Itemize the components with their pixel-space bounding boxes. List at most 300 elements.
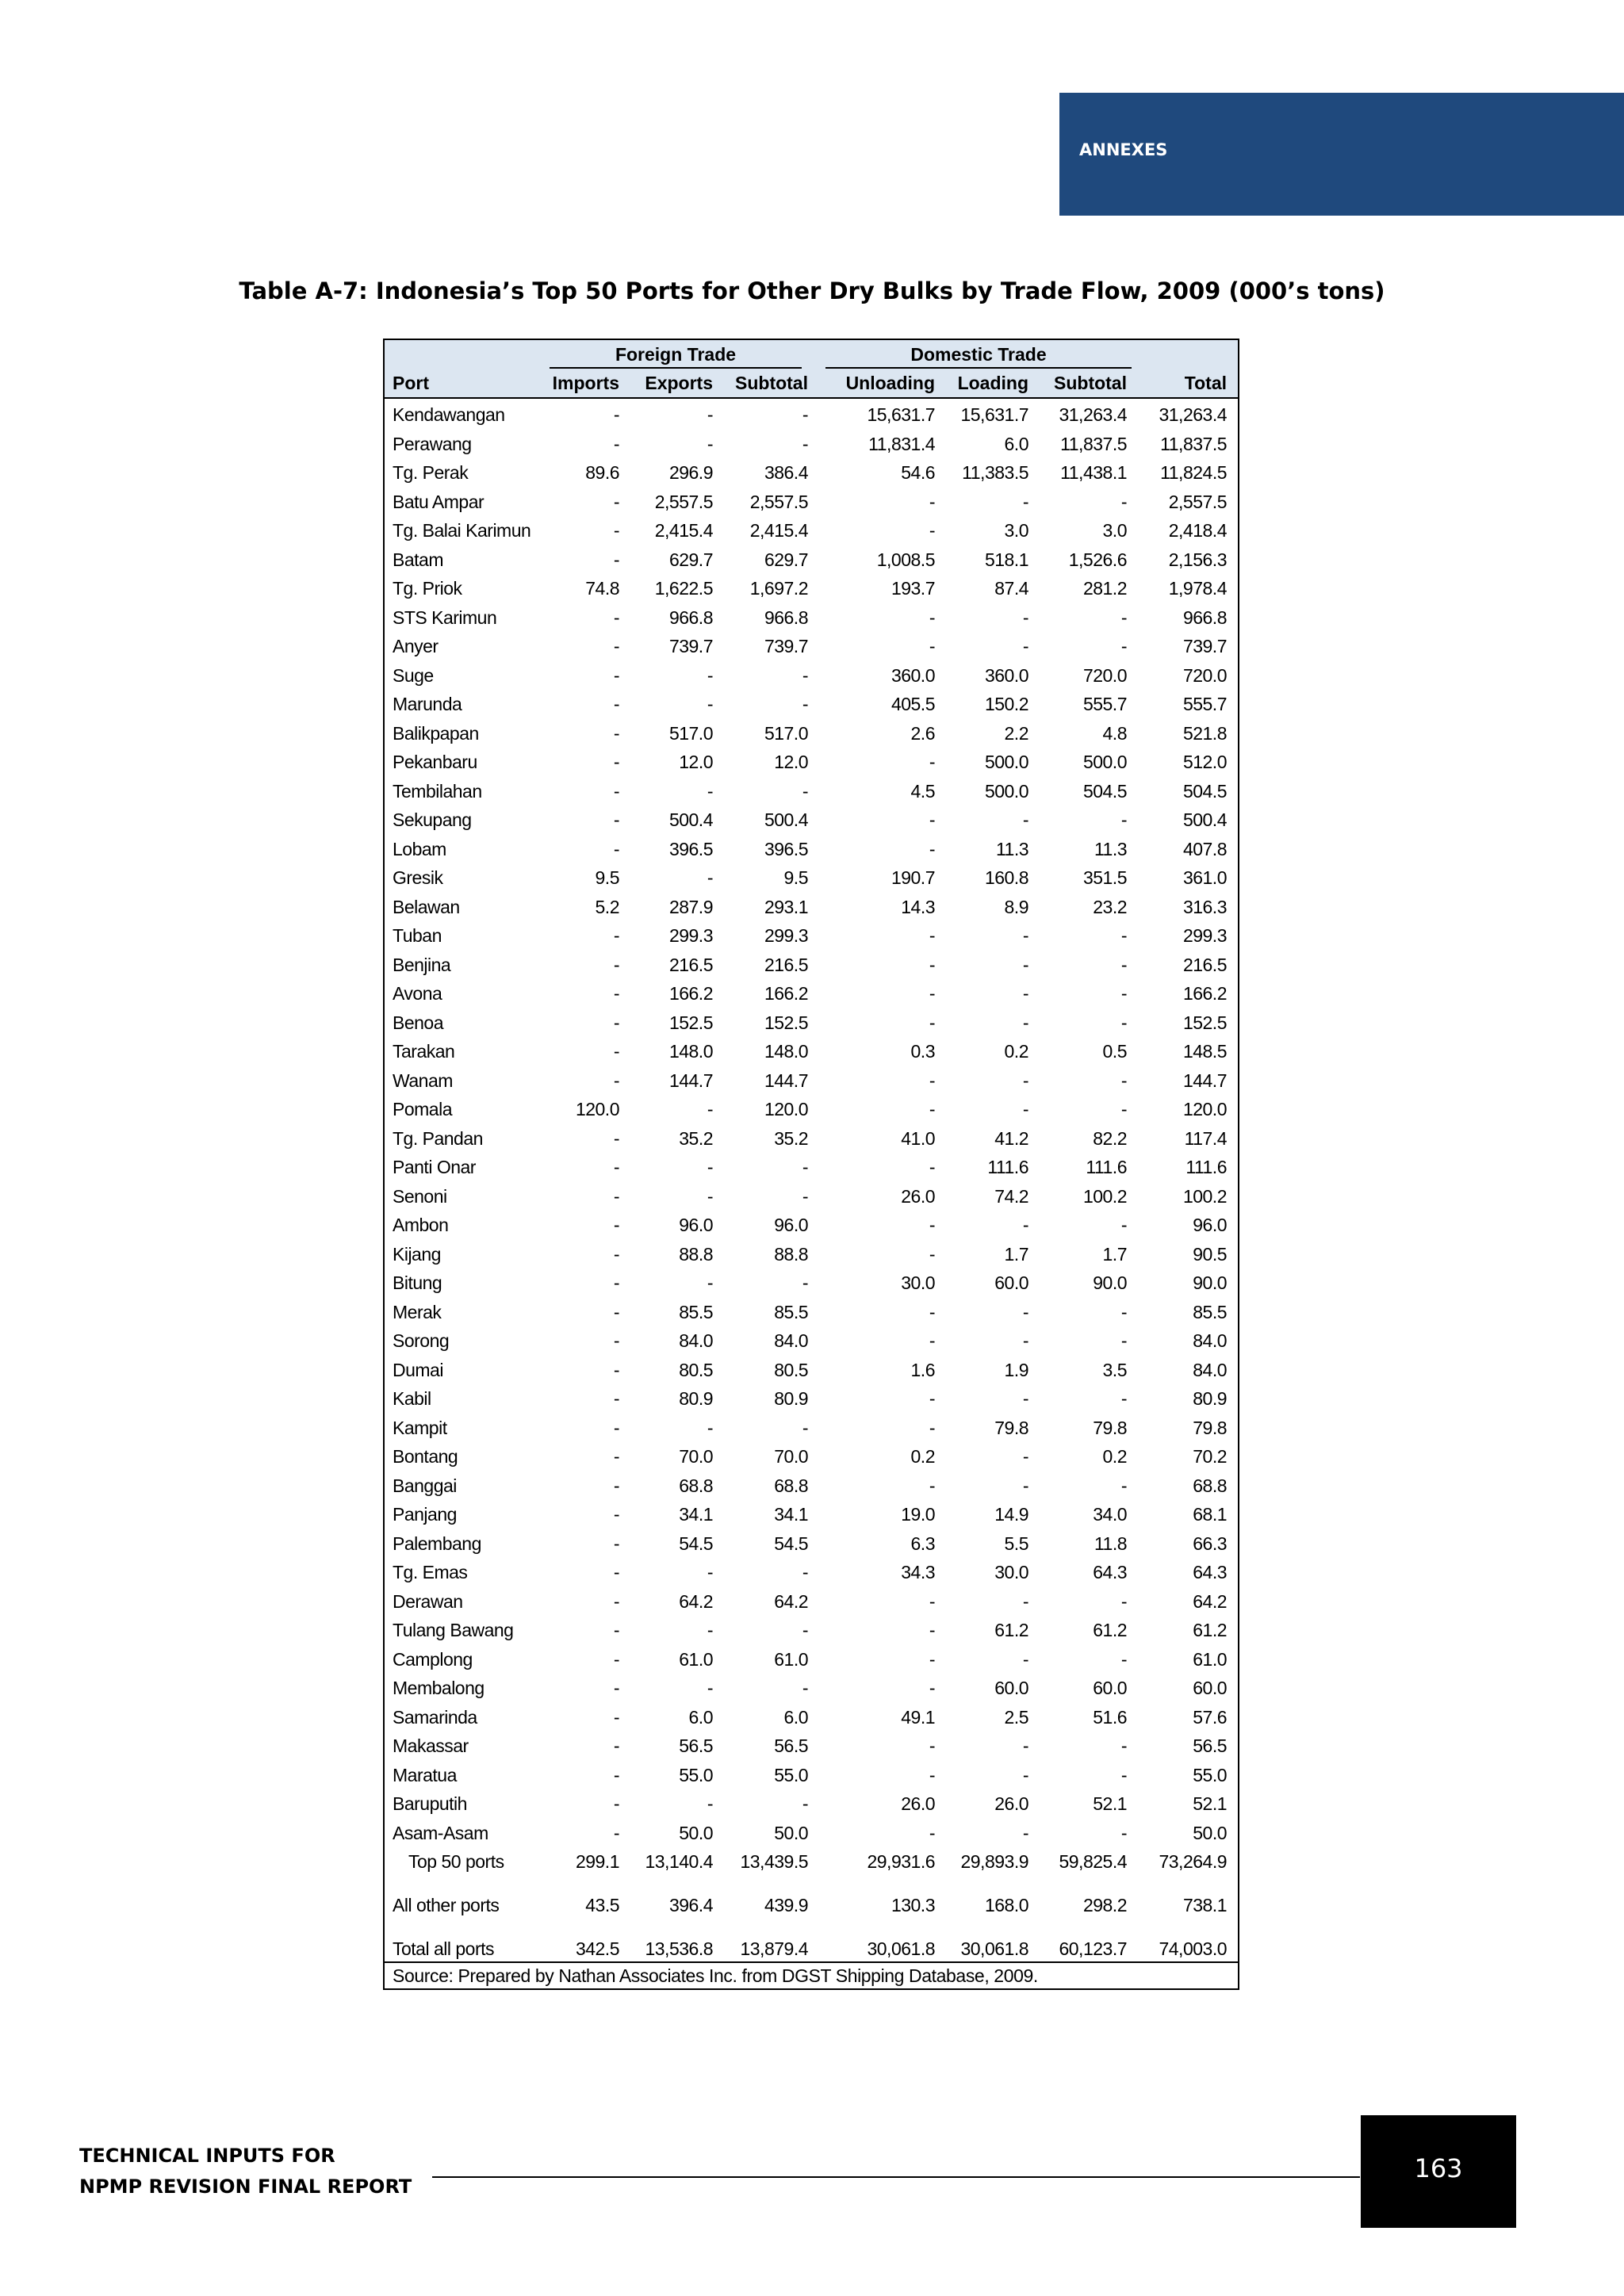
cell-total: 2,557.5 — [1168, 491, 1227, 512]
cell-foreign-subtotal: - — [802, 1157, 808, 1177]
cell-exports: 85.5 — [679, 1301, 713, 1322]
cell-loading: 2.5 — [1004, 1706, 1028, 1728]
cell-unloading: 26.0 — [901, 1793, 935, 1814]
source-divider — [385, 1961, 1238, 1963]
table-row — [385, 1443, 1238, 1472]
cell-domestic-subtotal: 0.2 — [1102, 1446, 1127, 1467]
table-row — [385, 691, 1238, 720]
table-row — [385, 662, 1238, 691]
cell-domestic-subtotal: 79.8 — [1093, 1417, 1127, 1438]
cell-domestic-subtotal: 31,263.4 — [1059, 404, 1127, 425]
cell-foreign-subtotal: 50.0 — [774, 1822, 808, 1843]
cell-imports: - — [613, 1127, 619, 1149]
table-row — [385, 1501, 1238, 1530]
cell-loading: - — [1022, 1446, 1028, 1467]
table-row — [385, 1327, 1238, 1357]
cell-loading: 111.6 — [987, 1157, 1028, 1177]
page-number: 163 — [1414, 2153, 1463, 2183]
table-row — [385, 778, 1238, 807]
cell-total: 216.5 — [1182, 954, 1227, 975]
cell-unloading: - — [929, 1301, 935, 1322]
cell-imports: - — [613, 636, 619, 656]
cell-domestic-subtotal: - — [1120, 1070, 1127, 1091]
cell-total: 11,837.5 — [1160, 433, 1227, 454]
cell-exports: 54.5 — [679, 1533, 713, 1554]
cell-loading: - — [1022, 1330, 1028, 1351]
table-row — [385, 1357, 1238, 1386]
page-number-box — [1361, 2115, 1516, 2228]
cell-domestic-subtotal: 281.2 — [1082, 578, 1127, 599]
cell-total: 555.7 — [1182, 694, 1227, 714]
cell-loading: 60.0 — [994, 1678, 1028, 1698]
cell-port: Samarinda — [393, 1706, 477, 1728]
cell-unloading: - — [929, 925, 935, 946]
cell-domestic-subtotal: - — [1120, 1735, 1127, 1756]
cell-unloading: 11,831.4 — [868, 433, 935, 454]
cell-loading: - — [1022, 636, 1028, 656]
cell-unloading: - — [929, 1330, 935, 1351]
cell-loading: 30.0 — [994, 1562, 1028, 1582]
cell-port: Tg. Priok — [393, 578, 462, 599]
cell-exports: 12.0 — [679, 752, 713, 772]
cell-port: Pomala — [393, 1099, 452, 1119]
cell-total: 504.5 — [1182, 780, 1227, 802]
cell-unloading: - — [929, 607, 935, 628]
cell-loading: 1.9 — [1004, 1359, 1028, 1380]
cell-unloading: 405.5 — [891, 694, 935, 714]
cell-foreign-subtotal: - — [802, 1793, 808, 1814]
cell-unloading: 19.0 — [901, 1504, 935, 1525]
cell-exports: 13,140.4 — [645, 1851, 713, 1872]
cell-unloading: - — [929, 752, 935, 772]
table-row — [385, 980, 1238, 1009]
cell-foreign-subtotal: 386.4 — [764, 462, 808, 483]
cell-loading: - — [1022, 1735, 1028, 1756]
cell-unloading: - — [929, 1822, 935, 1843]
cell-total: 100.2 — [1182, 1185, 1227, 1207]
cell-imports: - — [613, 607, 619, 628]
cell-total: 90.5 — [1193, 1243, 1227, 1265]
cell-port: Avona — [393, 983, 442, 1004]
cell-exports: 500.4 — [668, 809, 713, 830]
cell-port: Batam — [393, 549, 443, 570]
table-row — [385, 1241, 1238, 1270]
col-header-foreign-subtotal: Subtotal — [735, 373, 808, 393]
cell-exports: 13,536.8 — [645, 1938, 713, 1959]
cell-imports: - — [613, 1446, 619, 1467]
cell-foreign-subtotal: 2,557.5 — [749, 491, 808, 512]
footer-rule — [432, 2176, 1360, 2178]
cell-exports: 2,415.4 — [654, 520, 713, 541]
cell-port: Pekanbaru — [393, 752, 477, 772]
cell-foreign-subtotal: - — [802, 1678, 808, 1698]
cell-domestic-subtotal: 0.5 — [1102, 1041, 1127, 1062]
cell-total: 1,978.4 — [1168, 578, 1227, 599]
cell-exports: 166.2 — [668, 983, 713, 1004]
col-header-total: Total — [1184, 373, 1227, 393]
cell-port: Tg. Pandan — [393, 1127, 483, 1149]
table-row — [385, 1154, 1238, 1183]
cell-exports: 6.0 — [688, 1706, 713, 1728]
cell-exports: - — [707, 1793, 713, 1814]
cell-unloading: - — [929, 1099, 935, 1119]
cell-exports: - — [707, 1562, 713, 1582]
summary-row-other — [385, 1892, 1238, 1935]
cell-domestic-subtotal: - — [1120, 1764, 1127, 1785]
cell-domestic-subtotal: - — [1120, 983, 1127, 1004]
cell-foreign-subtotal: 396.5 — [764, 838, 808, 859]
cell-exports: - — [707, 404, 713, 425]
table-row — [385, 1067, 1238, 1096]
cell-unloading: 2.6 — [910, 722, 935, 744]
cell-exports: 80.9 — [679, 1388, 713, 1409]
cell-port: Panjang — [393, 1504, 457, 1525]
cell-exports: 152.5 — [668, 1012, 713, 1033]
cell-unloading: - — [929, 491, 935, 512]
cell-exports: 629.7 — [668, 549, 713, 570]
cell-unloading: - — [929, 1648, 935, 1670]
cell-exports: - — [707, 694, 713, 714]
col-header-port: Port — [393, 373, 429, 393]
cell-loading: - — [1022, 1475, 1028, 1496]
cell-imports: - — [613, 1070, 619, 1091]
group-header-foreign: Foreign Trade — [550, 344, 802, 369]
cell-unloading: - — [929, 1678, 935, 1698]
cell-exports: 287.9 — [668, 896, 713, 917]
cell-foreign-subtotal: 299.3 — [764, 925, 808, 946]
cell-port: STS Karimun — [393, 607, 497, 628]
cell-foreign-subtotal: - — [802, 694, 808, 714]
cell-total: 739.7 — [1182, 636, 1227, 656]
table-row — [385, 1790, 1238, 1820]
table-row — [385, 1299, 1238, 1328]
cell-port: Bontang — [393, 1446, 458, 1467]
cell-exports: - — [707, 1099, 713, 1119]
cell-imports: - — [613, 1243, 619, 1265]
cell-total: 521.8 — [1182, 722, 1227, 744]
cell-foreign-subtotal: - — [802, 1272, 808, 1293]
cell-unloading: - — [929, 1590, 935, 1612]
cell-unloading: 0.2 — [910, 1446, 935, 1467]
cell-exports: 2,557.5 — [654, 491, 713, 512]
cell-foreign-subtotal: 966.8 — [764, 607, 808, 628]
cell-port: Camplong — [393, 1648, 473, 1670]
table-row — [385, 1472, 1238, 1502]
cell-total: 500.4 — [1182, 809, 1227, 830]
cell-port: Total all ports — [393, 1938, 495, 1959]
cell-total: 117.4 — [1184, 1127, 1227, 1149]
cell-loading: 3.0 — [1004, 520, 1028, 541]
cell-imports: 89.6 — [585, 462, 619, 483]
cell-loading: 30,061.8 — [960, 1938, 1028, 1959]
cell-loading: - — [1022, 925, 1028, 946]
cell-unloading: 4.5 — [910, 780, 935, 802]
cell-foreign-subtotal: 216.5 — [764, 954, 808, 975]
cell-exports: - — [707, 664, 713, 686]
cell-exports: 64.2 — [679, 1590, 713, 1612]
cell-port: Merak — [393, 1301, 442, 1322]
cell-imports: - — [613, 1417, 619, 1438]
cell-domestic-subtotal: - — [1120, 636, 1127, 656]
cell-foreign-subtotal: - — [802, 1562, 808, 1582]
cell-exports: 80.5 — [679, 1359, 713, 1380]
cell-total: 64.2 — [1193, 1590, 1227, 1612]
cell-total: 2,156.3 — [1168, 549, 1227, 570]
cell-total: 84.0 — [1193, 1359, 1227, 1380]
cell-port: Sorong — [393, 1330, 450, 1351]
cell-domestic-subtotal: 11.8 — [1094, 1533, 1127, 1554]
cell-total: 68.1 — [1193, 1504, 1227, 1525]
table-row — [385, 1588, 1238, 1617]
group-header-domestic: Domestic Trade — [825, 344, 1132, 369]
cell-foreign-subtotal: 54.5 — [774, 1533, 808, 1554]
source-note: Source: Prepared by Nathan Associates Inc. from DGST Shipping Database, 2009. — [393, 1965, 1038, 1986]
table-row — [385, 401, 1238, 430]
cell-foreign-subtotal: 80.5 — [774, 1359, 808, 1380]
cell-foreign-subtotal: 6.0 — [783, 1706, 808, 1728]
cell-loading: 160.8 — [984, 867, 1028, 888]
cell-foreign-subtotal: 500.4 — [764, 809, 808, 830]
cell-imports: - — [613, 954, 619, 975]
cell-exports: 84.0 — [679, 1330, 713, 1351]
cell-imports: - — [613, 694, 619, 714]
cell-unloading: - — [929, 809, 935, 830]
cell-port: Batu Ampar — [393, 491, 485, 512]
cell-total: 57.6 — [1193, 1706, 1227, 1728]
col-header-loading: Loading — [957, 373, 1028, 393]
cell-port: Tulang Bawang — [393, 1620, 514, 1640]
header-band — [1059, 93, 1624, 216]
cell-loading: 11.3 — [995, 838, 1028, 859]
cell-domestic-subtotal: 1,526.6 — [1068, 549, 1127, 570]
cell-total: 31,263.4 — [1159, 404, 1227, 425]
cell-loading: 87.4 — [994, 578, 1028, 599]
cell-foreign-subtotal: 85.5 — [774, 1301, 808, 1322]
cell-domestic-subtotal: 60.0 — [1093, 1678, 1127, 1698]
cell-total: 90.0 — [1193, 1272, 1227, 1293]
cell-unloading: - — [929, 636, 935, 656]
cell-exports: 50.0 — [679, 1822, 713, 1843]
cell-imports: 342.5 — [575, 1938, 619, 1959]
cell-domestic-subtotal: 1.7 — [1102, 1243, 1127, 1265]
cell-unloading: - — [929, 1388, 935, 1409]
cell-imports: - — [613, 925, 619, 946]
cell-exports: 966.8 — [668, 607, 713, 628]
cell-port: Marunda — [393, 694, 462, 714]
cell-imports: - — [613, 664, 619, 686]
cell-total: 361.0 — [1182, 867, 1227, 888]
cell-imports: - — [613, 1504, 619, 1525]
cell-loading: - — [1022, 1388, 1028, 1409]
cell-foreign-subtotal: - — [802, 1185, 808, 1207]
cell-foreign-subtotal: 70.0 — [774, 1446, 808, 1467]
cell-loading: 500.0 — [984, 780, 1028, 802]
table-row — [385, 1820, 1238, 1849]
cell-imports: 120.0 — [575, 1099, 619, 1119]
cell-unloading: 26.0 — [901, 1185, 935, 1207]
cell-port: Tuban — [393, 925, 442, 946]
cell-loading: - — [1022, 1590, 1028, 1612]
table-row — [385, 1211, 1238, 1241]
cell-foreign-subtotal: 1,697.2 — [749, 578, 808, 599]
cell-imports: - — [613, 1301, 619, 1322]
cell-loading: 500.0 — [984, 752, 1028, 772]
cell-domestic-subtotal: 64.3 — [1093, 1562, 1127, 1582]
cell-total: 966.8 — [1182, 607, 1227, 628]
footer-line-1: TECHNICAL INPUTS FOR — [79, 2145, 335, 2167]
cell-foreign-subtotal: 517.0 — [764, 722, 808, 744]
cell-exports: - — [707, 1157, 713, 1177]
cell-foreign-subtotal: 13,879.4 — [740, 1938, 808, 1959]
cell-domestic-subtotal: 4.8 — [1102, 722, 1127, 744]
cell-imports: - — [613, 549, 619, 570]
cell-loading: 11,383.5 — [962, 462, 1028, 483]
cell-imports: 74.8 — [585, 578, 619, 599]
cell-loading: - — [1022, 607, 1028, 628]
cell-unloading: - — [929, 1157, 935, 1177]
cell-imports: 9.5 — [595, 867, 619, 888]
cell-domestic-subtotal: 59,825.4 — [1059, 1851, 1127, 1872]
cell-foreign-subtotal: 12.0 — [774, 752, 808, 772]
cell-domestic-subtotal: - — [1120, 809, 1127, 830]
cell-loading: - — [1022, 983, 1028, 1004]
cell-total: 61.2 — [1193, 1620, 1227, 1640]
cell-port: Perawang — [393, 433, 472, 454]
cell-loading: 1.7 — [1004, 1243, 1028, 1265]
cell-foreign-subtotal: 13,439.5 — [740, 1851, 808, 1872]
cell-total: 79.8 — [1193, 1417, 1227, 1438]
cell-domestic-subtotal: 3.5 — [1102, 1359, 1127, 1380]
cell-total: 720.0 — [1182, 664, 1227, 686]
cell-foreign-subtotal: 68.8 — [774, 1475, 808, 1496]
cell-imports: - — [613, 1620, 619, 1640]
cell-domestic-subtotal: 3.0 — [1102, 520, 1127, 541]
cell-domestic-subtotal: - — [1120, 1330, 1127, 1351]
cell-loading: - — [1022, 491, 1028, 512]
cell-port: Membalong — [393, 1678, 485, 1698]
table-row — [385, 575, 1238, 604]
cell-total: 299.3 — [1182, 925, 1227, 946]
cell-foreign-subtotal: 80.9 — [774, 1388, 808, 1409]
table-body — [385, 401, 1238, 1967]
cell-domestic-subtotal: 100.2 — [1082, 1185, 1127, 1207]
cell-foreign-subtotal: - — [802, 1417, 808, 1438]
table-title: Table A-7: Indonesia’s Top 50 Ports for Other Dry Bulks by Trade Flow, 2009 (000’s tons) — [239, 277, 1385, 304]
cell-imports: - — [613, 1185, 619, 1207]
cell-exports: 68.8 — [679, 1475, 713, 1496]
cell-port: Lobam — [393, 838, 446, 859]
cell-foreign-subtotal: 293.1 — [764, 896, 808, 917]
cell-total: 166.2 — [1182, 983, 1227, 1004]
cell-loading: 360.0 — [984, 664, 1028, 686]
cell-unloading: 30.0 — [901, 1272, 935, 1293]
table-row — [385, 1530, 1238, 1559]
cell-port: Suge — [393, 664, 434, 686]
cell-exports: 34.1 — [679, 1504, 713, 1525]
cell-foreign-subtotal: 144.7 — [764, 1070, 808, 1091]
cell-foreign-subtotal: 148.0 — [764, 1041, 808, 1062]
cell-domestic-subtotal: 11.3 — [1094, 838, 1127, 859]
table-row — [385, 488, 1238, 518]
cell-imports: - — [613, 809, 619, 830]
cell-imports: - — [613, 1359, 619, 1380]
cell-loading: 0.2 — [1004, 1041, 1028, 1062]
cell-unloading: 34.3 — [901, 1562, 935, 1582]
cell-foreign-subtotal: 439.9 — [764, 1895, 808, 1915]
cell-port: Belawan — [393, 896, 460, 917]
table-row — [385, 604, 1238, 633]
cell-foreign-subtotal: 2,415.4 — [749, 520, 808, 541]
cell-imports: - — [613, 1041, 619, 1062]
cell-exports: 55.0 — [679, 1764, 713, 1785]
cell-imports: - — [613, 752, 619, 772]
cell-domestic-subtotal: - — [1120, 925, 1127, 946]
cell-domestic-subtotal: - — [1120, 1648, 1127, 1670]
cell-total: 64.3 — [1193, 1562, 1227, 1582]
cell-total: 2,418.4 — [1168, 520, 1227, 541]
table-row — [385, 459, 1238, 488]
cell-unloading: - — [929, 983, 935, 1004]
cell-unloading: - — [929, 1475, 935, 1496]
table-row — [385, 922, 1238, 951]
cell-domestic-subtotal: - — [1120, 607, 1127, 628]
cell-foreign-subtotal: - — [802, 780, 808, 802]
cell-loading: 74.2 — [994, 1185, 1028, 1207]
table-row — [385, 517, 1238, 546]
cell-imports: - — [613, 1388, 619, 1409]
cell-loading: 5.5 — [1004, 1533, 1028, 1554]
table-row — [385, 1762, 1238, 1791]
cell-total: 68.8 — [1193, 1475, 1227, 1496]
cell-imports: - — [613, 1012, 619, 1033]
cell-domestic-subtotal: 60,123.7 — [1059, 1938, 1127, 1959]
table-row — [385, 430, 1238, 460]
cell-total: 74,003.0 — [1159, 1938, 1227, 1959]
summary-row-top50 — [385, 1848, 1238, 1892]
cell-port: Kabil — [393, 1388, 431, 1409]
cell-foreign-subtotal: 88.8 — [774, 1243, 808, 1265]
cell-total: 738.1 — [1182, 1895, 1227, 1915]
cell-unloading: 49.1 — [901, 1706, 935, 1728]
cell-imports: - — [613, 491, 619, 512]
cell-port: Anyer — [393, 636, 439, 656]
table-row — [385, 864, 1238, 894]
cell-domestic-subtotal: 504.5 — [1082, 780, 1127, 802]
cell-foreign-subtotal: 64.2 — [774, 1590, 808, 1612]
cell-domestic-subtotal: 34.0 — [1093, 1504, 1127, 1525]
cell-unloading: - — [929, 1215, 935, 1235]
table-header — [385, 340, 1238, 399]
cell-total: 70.2 — [1193, 1446, 1227, 1467]
cell-foreign-subtotal: 629.7 — [764, 549, 808, 570]
cell-exports: - — [707, 433, 713, 454]
cell-total: 60.0 — [1193, 1678, 1227, 1698]
cell-domestic-subtotal: - — [1120, 1099, 1127, 1119]
cell-port: Bitung — [393, 1272, 442, 1293]
cell-port: Ambon — [393, 1215, 449, 1235]
cell-total: 80.9 — [1193, 1388, 1227, 1409]
cell-imports: - — [613, 983, 619, 1004]
cell-unloading: - — [929, 838, 935, 859]
cell-foreign-subtotal: 739.7 — [764, 636, 808, 656]
cell-loading: 15,631.7 — [960, 404, 1028, 425]
cell-exports: - — [707, 1417, 713, 1438]
cell-port: Top 50 ports — [408, 1851, 504, 1872]
cell-unloading: 29,931.6 — [867, 1851, 935, 1872]
table-row — [385, 1385, 1238, 1414]
cell-imports: - — [613, 1215, 619, 1235]
cell-loading: 150.2 — [984, 694, 1028, 714]
